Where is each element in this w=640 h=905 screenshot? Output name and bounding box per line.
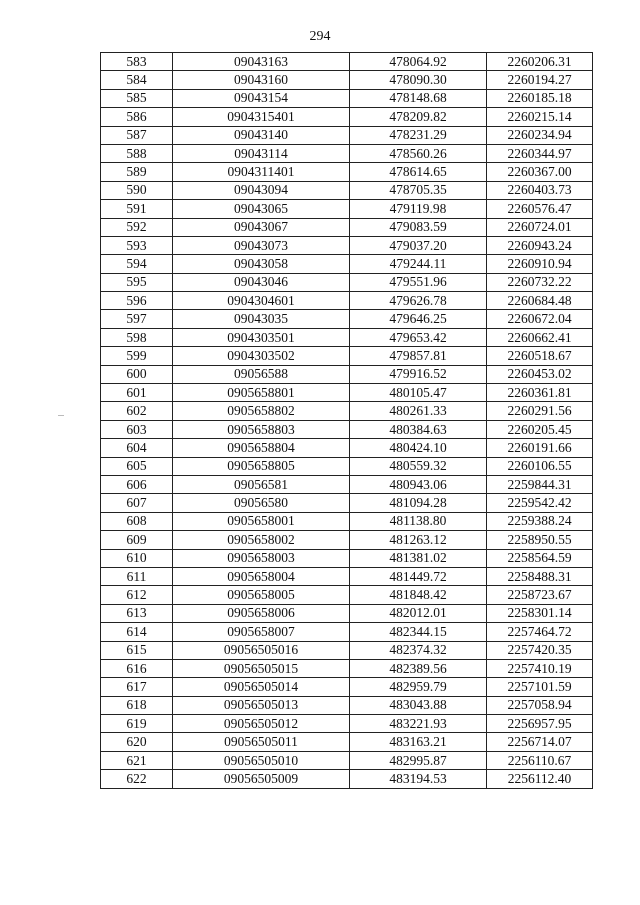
table-row: [101, 255, 593, 273]
x-coordinate-cell: 478614.65: [350, 163, 487, 181]
point-id-cell: 0905658805: [173, 457, 350, 475]
y-coordinate-cell: 2260672.04: [487, 310, 593, 328]
table-row: [101, 53, 593, 71]
row-number-cell: 588: [101, 144, 173, 162]
x-coordinate-cell: 478560.26: [350, 144, 487, 162]
row-number-cell: 591: [101, 200, 173, 218]
y-coordinate-cell: 2259542.42: [487, 494, 593, 512]
y-coordinate-cell: 2256714.07: [487, 733, 593, 751]
table-body: [101, 53, 593, 789]
point-id-cell: 09043067: [173, 218, 350, 236]
table-row: [101, 420, 593, 438]
y-coordinate-cell: 2260206.31: [487, 53, 593, 71]
row-number-cell: 605: [101, 457, 173, 475]
table-row: [101, 328, 593, 346]
x-coordinate-cell: 482374.32: [350, 641, 487, 659]
x-coordinate-cell: 480943.06: [350, 475, 487, 493]
table-row: [101, 144, 593, 162]
x-coordinate-cell: 479857.81: [350, 347, 487, 365]
row-number-cell: 616: [101, 659, 173, 677]
y-coordinate-cell: 2260185.18: [487, 89, 593, 107]
row-number-cell: 589: [101, 163, 173, 181]
row-number-cell: 608: [101, 512, 173, 530]
y-coordinate-cell: 2260910.94: [487, 255, 593, 273]
point-id-cell: 0905658001: [173, 512, 350, 530]
point-id-cell: 0904315401: [173, 108, 350, 126]
row-number-cell: 595: [101, 273, 173, 291]
y-coordinate-cell: 2260684.48: [487, 292, 593, 310]
table-row: [101, 678, 593, 696]
point-id-cell: 09043160: [173, 71, 350, 89]
row-number-cell: 594: [101, 255, 173, 273]
table-row: [101, 733, 593, 751]
x-coordinate-cell: 481381.02: [350, 549, 487, 567]
row-number-cell: 621: [101, 751, 173, 769]
y-coordinate-cell: 2257410.19: [487, 659, 593, 677]
table-row: [101, 126, 593, 144]
table-row: [101, 475, 593, 493]
table-row: [101, 659, 593, 677]
y-coordinate-cell: 2260453.02: [487, 365, 593, 383]
row-number-cell: 586: [101, 108, 173, 126]
page-number: 294: [309, 29, 331, 44]
point-id-cell: 09043140: [173, 126, 350, 144]
row-number-cell: 587: [101, 126, 173, 144]
point-id-cell: 0905658803: [173, 420, 350, 438]
point-id-cell: 09056505010: [173, 751, 350, 769]
row-number-cell: 607: [101, 494, 173, 512]
y-coordinate-cell: 2260576.47: [487, 200, 593, 218]
table-row: [101, 292, 593, 310]
y-coordinate-cell: 2259388.24: [487, 512, 593, 530]
point-id-cell: 09056580: [173, 494, 350, 512]
x-coordinate-cell: 480424.10: [350, 439, 487, 457]
x-coordinate-cell: 480105.47: [350, 384, 487, 402]
table-row: [101, 347, 593, 365]
row-number-cell: 600: [101, 365, 173, 383]
point-id-cell: 09056505011: [173, 733, 350, 751]
x-coordinate-cell: 481138.80: [350, 512, 487, 530]
table-row: [101, 402, 593, 420]
point-id-cell: 09056505009: [173, 770, 350, 788]
point-id-cell: 0904311401: [173, 163, 350, 181]
x-coordinate-cell: 478064.92: [350, 53, 487, 71]
row-number-cell: 603: [101, 420, 173, 438]
x-coordinate-cell: 481449.72: [350, 567, 487, 585]
x-coordinate-cell: 478705.35: [350, 181, 487, 199]
point-id-cell: 0904304601: [173, 292, 350, 310]
row-number-cell: 620: [101, 733, 173, 751]
point-id-cell: 09043035: [173, 310, 350, 328]
y-coordinate-cell: 2260518.67: [487, 347, 593, 365]
y-coordinate-cell: 2256110.67: [487, 751, 593, 769]
y-coordinate-cell: 2260205.45: [487, 420, 593, 438]
table-row: [101, 71, 593, 89]
row-number-cell: 593: [101, 236, 173, 254]
x-coordinate-cell: 481848.42: [350, 586, 487, 604]
x-coordinate-cell: 482012.01: [350, 604, 487, 622]
point-id-cell: 09043114: [173, 144, 350, 162]
x-coordinate-cell: 481263.12: [350, 531, 487, 549]
row-number-cell: 596: [101, 292, 173, 310]
y-coordinate-cell: 2260194.27: [487, 71, 593, 89]
table-row: [101, 273, 593, 291]
x-coordinate-cell: 482995.87: [350, 751, 487, 769]
coordinates-table: [100, 52, 593, 789]
x-coordinate-cell: 482959.79: [350, 678, 487, 696]
table-row: [101, 696, 593, 714]
point-id-cell: 0905658007: [173, 623, 350, 641]
x-coordinate-cell: 479037.20: [350, 236, 487, 254]
point-id-cell: 09056505012: [173, 715, 350, 733]
y-coordinate-cell: 2256112.40: [487, 770, 593, 788]
row-number-cell: 619: [101, 715, 173, 733]
y-coordinate-cell: 2256957.95: [487, 715, 593, 733]
point-id-cell: 09056505014: [173, 678, 350, 696]
x-coordinate-cell: 479119.98: [350, 200, 487, 218]
table-row: [101, 310, 593, 328]
y-coordinate-cell: 2260191.66: [487, 439, 593, 457]
table-row: [101, 623, 593, 641]
x-coordinate-cell: 483163.21: [350, 733, 487, 751]
x-coordinate-cell: 479916.52: [350, 365, 487, 383]
y-coordinate-cell: 2257058.94: [487, 696, 593, 714]
table-row: [101, 365, 593, 383]
point-id-cell: 0905658005: [173, 586, 350, 604]
point-id-cell: 09056505016: [173, 641, 350, 659]
row-number-cell: 583: [101, 53, 173, 71]
point-id-cell: 09056588: [173, 365, 350, 383]
point-id-cell: 09043065: [173, 200, 350, 218]
table-row: [101, 218, 593, 236]
table-row: [101, 108, 593, 126]
x-coordinate-cell: 478231.29: [350, 126, 487, 144]
table-row: [101, 751, 593, 769]
y-coordinate-cell: 2257101.59: [487, 678, 593, 696]
row-number-cell: 599: [101, 347, 173, 365]
point-id-cell: 0905658801: [173, 384, 350, 402]
row-number-cell: 618: [101, 696, 173, 714]
point-id-cell: 0905658002: [173, 531, 350, 549]
y-coordinate-cell: 2260291.56: [487, 402, 593, 420]
row-number-cell: 590: [101, 181, 173, 199]
point-id-cell: 09043046: [173, 273, 350, 291]
row-number-cell: 614: [101, 623, 173, 641]
row-number-cell: 597: [101, 310, 173, 328]
row-number-cell: 611: [101, 567, 173, 585]
row-number-cell: 622: [101, 770, 173, 788]
y-coordinate-cell: 2260106.55: [487, 457, 593, 475]
table-row: [101, 604, 593, 622]
table-row: [101, 512, 593, 530]
x-coordinate-cell: 480261.33: [350, 402, 487, 420]
table-row: [101, 567, 593, 585]
table-row: [101, 439, 593, 457]
table-row: [101, 384, 593, 402]
point-id-cell: 0905658004: [173, 567, 350, 585]
y-coordinate-cell: 2260732.22: [487, 273, 593, 291]
table-row: [101, 641, 593, 659]
y-coordinate-cell: 2260234.94: [487, 126, 593, 144]
table-row: [101, 531, 593, 549]
x-coordinate-cell: 481094.28: [350, 494, 487, 512]
y-coordinate-cell: 2260361.81: [487, 384, 593, 402]
point-id-cell: 0904303502: [173, 347, 350, 365]
x-coordinate-cell: 483194.53: [350, 770, 487, 788]
x-coordinate-cell: 480559.32: [350, 457, 487, 475]
point-id-cell: 0905658003: [173, 549, 350, 567]
y-coordinate-cell: 2260662.41: [487, 328, 593, 346]
y-coordinate-cell: 2258950.55: [487, 531, 593, 549]
row-number-cell: 606: [101, 475, 173, 493]
table-row: [101, 549, 593, 567]
table-row: [101, 586, 593, 604]
row-number-cell: 602: [101, 402, 173, 420]
point-id-cell: 09043094: [173, 181, 350, 199]
y-coordinate-cell: 2260344.97: [487, 144, 593, 162]
x-coordinate-cell: 478090.30: [350, 71, 487, 89]
row-number-cell: 609: [101, 531, 173, 549]
table-row: [101, 494, 593, 512]
row-number-cell: 612: [101, 586, 173, 604]
y-coordinate-cell: 2260215.14: [487, 108, 593, 126]
table-row: [101, 457, 593, 475]
x-coordinate-cell: 479083.59: [350, 218, 487, 236]
x-coordinate-cell: 482344.15: [350, 623, 487, 641]
point-id-cell: 0904303501: [173, 328, 350, 346]
point-id-cell: 09056505013: [173, 696, 350, 714]
point-id-cell: 09043058: [173, 255, 350, 273]
x-coordinate-cell: 479626.78: [350, 292, 487, 310]
y-coordinate-cell: 2257464.72: [487, 623, 593, 641]
table-row: [101, 181, 593, 199]
row-number-cell: 585: [101, 89, 173, 107]
x-coordinate-cell: 478209.82: [350, 108, 487, 126]
point-id-cell: 0905658804: [173, 439, 350, 457]
table-row: [101, 89, 593, 107]
x-coordinate-cell: 479244.11: [350, 255, 487, 273]
y-coordinate-cell: 2259844.31: [487, 475, 593, 493]
point-id-cell: 09043073: [173, 236, 350, 254]
y-coordinate-cell: 2260724.01: [487, 218, 593, 236]
x-coordinate-cell: 479646.25: [350, 310, 487, 328]
row-number-cell: 601: [101, 384, 173, 402]
margin-mark: [58, 415, 64, 416]
y-coordinate-cell: 2258488.31: [487, 567, 593, 585]
point-id-cell: 0905658006: [173, 604, 350, 622]
table-row: [101, 200, 593, 218]
row-number-cell: 584: [101, 71, 173, 89]
row-number-cell: 592: [101, 218, 173, 236]
row-number-cell: 615: [101, 641, 173, 659]
table-row: [101, 163, 593, 181]
row-number-cell: 604: [101, 439, 173, 457]
x-coordinate-cell: 483221.93: [350, 715, 487, 733]
y-coordinate-cell: 2258564.59: [487, 549, 593, 567]
table-row: [101, 715, 593, 733]
row-number-cell: 617: [101, 678, 173, 696]
table-row: [101, 770, 593, 788]
point-id-cell: 09043154: [173, 89, 350, 107]
x-coordinate-cell: 480384.63: [350, 420, 487, 438]
table-row: [101, 236, 593, 254]
x-coordinate-cell: 479653.42: [350, 328, 487, 346]
point-id-cell: 0905658802: [173, 402, 350, 420]
row-number-cell: 613: [101, 604, 173, 622]
y-coordinate-cell: 2258301.14: [487, 604, 593, 622]
point-id-cell: 09043163: [173, 53, 350, 71]
x-coordinate-cell: 478148.68: [350, 89, 487, 107]
row-number-cell: 598: [101, 328, 173, 346]
point-id-cell: 09056505015: [173, 659, 350, 677]
x-coordinate-cell: 482389.56: [350, 659, 487, 677]
x-coordinate-cell: 483043.88: [350, 696, 487, 714]
row-number-cell: 610: [101, 549, 173, 567]
y-coordinate-cell: 2260367.00: [487, 163, 593, 181]
point-id-cell: 09056581: [173, 475, 350, 493]
y-coordinate-cell: 2260943.24: [487, 236, 593, 254]
x-coordinate-cell: 479551.96: [350, 273, 487, 291]
y-coordinate-cell: 2258723.67: [487, 586, 593, 604]
y-coordinate-cell: 2260403.73: [487, 181, 593, 199]
y-coordinate-cell: 2257420.35: [487, 641, 593, 659]
